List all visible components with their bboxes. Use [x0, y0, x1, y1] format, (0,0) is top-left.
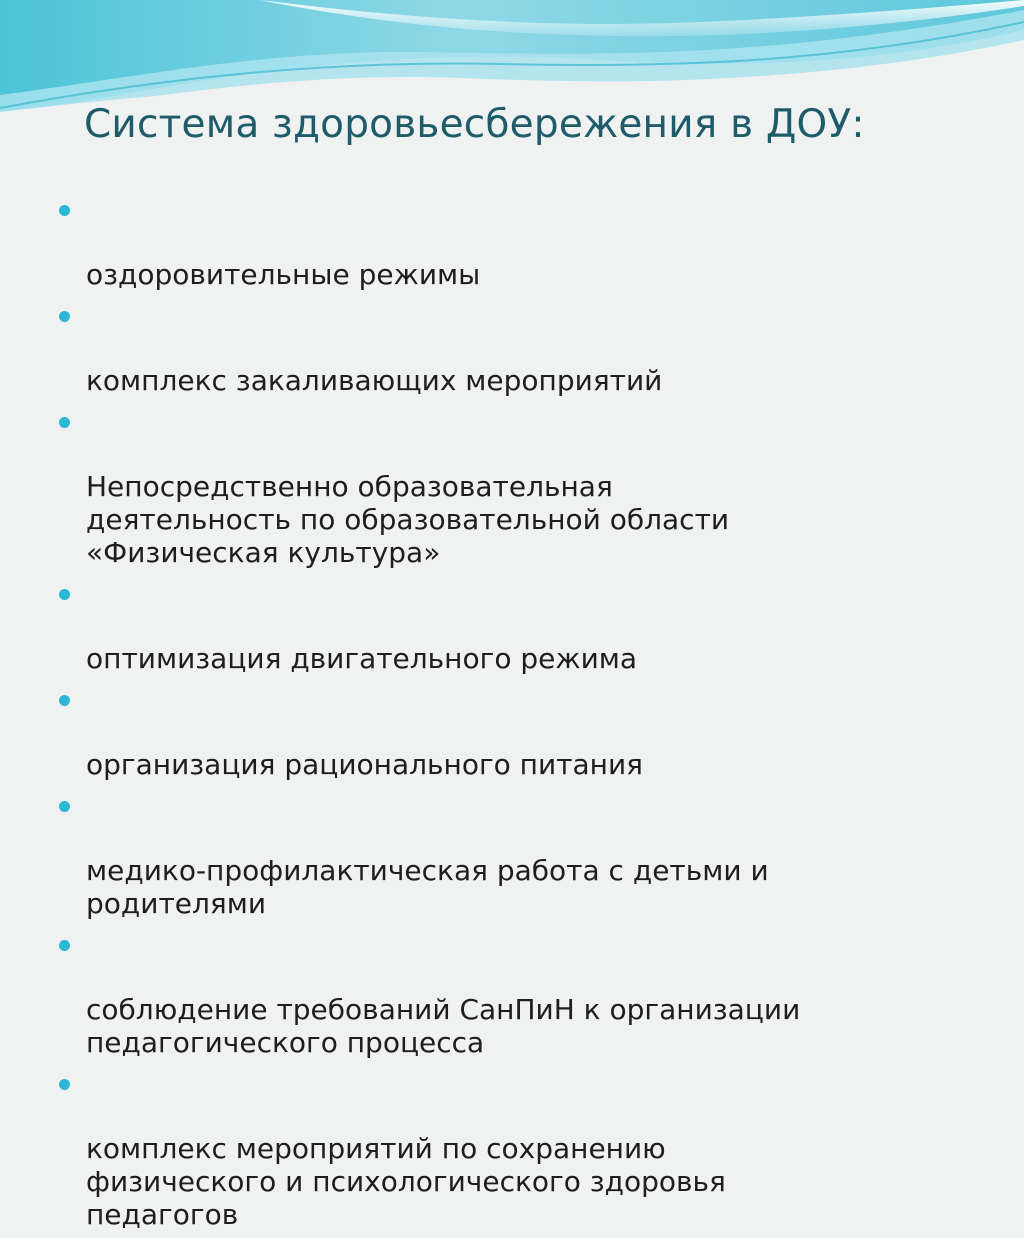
list-item	[86, 298, 986, 397]
list-item-text: медико-профилактическая работа с детьми и родителями	[86, 854, 769, 920]
list-item	[86, 192, 986, 291]
list-item-text: организация рационального питания	[86, 748, 644, 781]
bullet-dot-icon	[59, 311, 70, 322]
bullet-dot-icon	[59, 801, 70, 812]
list-item-text: оптимизация двигательного режима	[86, 642, 638, 675]
list-item-text: Непосредственно образовательная деятельность по образовательной области «Физическая культура»	[86, 470, 730, 569]
list-item-text: комплекс мероприятий по сохранению физического и психологического здоровья педагогов	[86, 1132, 726, 1231]
list-item	[86, 788, 986, 920]
list-item	[86, 1066, 986, 1231]
slide-title: Система здоровьесбережения в ДОУ:	[84, 102, 865, 147]
bullet-list	[86, 192, 986, 1238]
list-item	[86, 927, 986, 1059]
bullet-dot-icon	[59, 589, 70, 600]
list-item	[86, 404, 986, 569]
bullet-dot-icon	[59, 695, 70, 706]
bullet-dot-icon	[59, 205, 70, 216]
bullet-dot-icon	[59, 1079, 70, 1090]
list-item	[86, 576, 986, 675]
list-item-text: соблюдение требований СанПиН к организации педагогического процесса	[86, 993, 801, 1059]
bullet-dot-icon	[59, 417, 70, 428]
bullet-dot-icon	[59, 940, 70, 951]
list-item-text: оздоровительные режимы	[86, 258, 481, 291]
list-item	[86, 682, 986, 781]
list-item-text: комплекс закаливающих мероприятий	[86, 364, 663, 397]
